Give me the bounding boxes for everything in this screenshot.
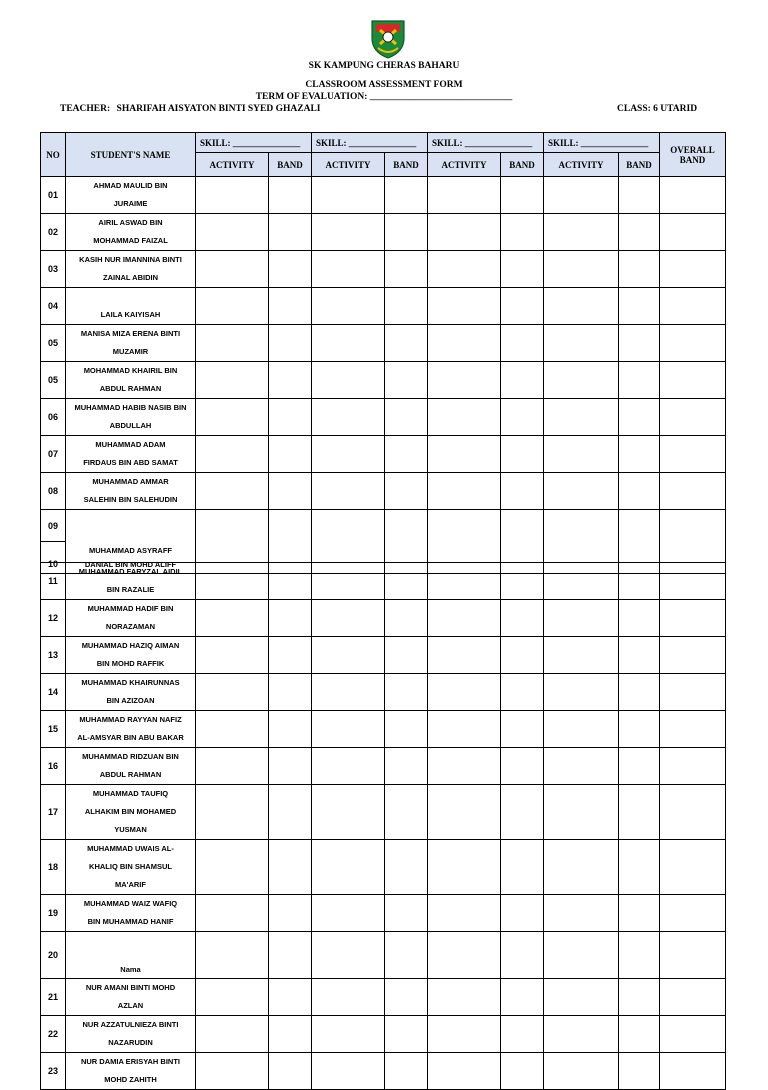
- student-number: 23: [41, 1053, 66, 1090]
- table-row: [41, 711, 726, 748]
- student-name: MUHAMMAD HAZIQ AIMAN BIN MOHD RAFFIK: [66, 637, 196, 674]
- school-crest-icon: [368, 18, 408, 60]
- band-cell[interactable]: [385, 473, 428, 510]
- activity-cell[interactable]: [196, 711, 269, 748]
- activity-cell[interactable]: [196, 748, 269, 785]
- band-cell[interactable]: [619, 473, 660, 510]
- band-cell[interactable]: [269, 1053, 312, 1090]
- teacher-name: SHARIFAH AISYATON BINTI SYED GHAZALI: [116, 104, 321, 114]
- band-cell[interactable]: [501, 563, 544, 600]
- activity-cell[interactable]: [312, 362, 385, 399]
- band-cell[interactable]: [385, 1053, 428, 1090]
- table-row: [41, 637, 726, 674]
- table-row: [41, 1016, 726, 1053]
- band-cell[interactable]: [269, 214, 312, 251]
- activity-cell[interactable]: [312, 748, 385, 785]
- band-cell[interactable]: [385, 251, 428, 288]
- band-cell[interactable]: [385, 325, 428, 362]
- teacher-label: TEACHER:: [60, 104, 111, 114]
- table-row: [41, 674, 726, 711]
- band-cell[interactable]: [269, 748, 312, 785]
- table-row: [41, 510, 726, 542]
- band-cell[interactable]: [501, 895, 544, 932]
- activity-cell[interactable]: [544, 895, 619, 932]
- student-number: 10: [41, 542, 66, 574]
- band-cell[interactable]: [501, 251, 544, 288]
- skill-header-4: SKILL: _______________: [544, 133, 660, 153]
- student-name: KASIH NUR IMANNINA BINTI ZAINAL ABIDIN: [66, 251, 196, 288]
- band-cell[interactable]: [269, 325, 312, 362]
- table-row: [41, 177, 726, 214]
- band-cell[interactable]: [385, 711, 428, 748]
- activity-cell[interactable]: [196, 979, 269, 1016]
- table-row: [41, 563, 726, 600]
- activity-cell[interactable]: [544, 214, 619, 251]
- assessment-table-part2: [40, 562, 726, 1090]
- overall-band-cell[interactable]: [660, 979, 726, 1016]
- activity-cell[interactable]: [544, 362, 619, 399]
- band-cell[interactable]: [619, 288, 660, 325]
- band-cell[interactable]: [501, 840, 544, 895]
- band-cell[interactable]: [385, 748, 428, 785]
- activity-cell[interactable]: [428, 325, 501, 362]
- activity-cell[interactable]: [544, 932, 619, 979]
- band-cell[interactable]: [385, 979, 428, 1016]
- table-row: [41, 748, 726, 785]
- band-cell[interactable]: [385, 932, 428, 979]
- activity-cell[interactable]: [428, 979, 501, 1016]
- activity-cell[interactable]: [428, 1016, 501, 1053]
- band-cell[interactable]: [385, 563, 428, 600]
- overall-band-cell[interactable]: [660, 840, 726, 895]
- activity-cell[interactable]: [544, 251, 619, 288]
- band-cell[interactable]: [385, 785, 428, 840]
- activity-cell[interactable]: [312, 637, 385, 674]
- activity-cell[interactable]: [312, 1016, 385, 1053]
- activity-cell[interactable]: [428, 563, 501, 600]
- overall-band-cell[interactable]: [660, 1053, 726, 1090]
- overall-band-cell[interactable]: [660, 637, 726, 674]
- activity-cell[interactable]: [544, 711, 619, 748]
- overall-band-cell[interactable]: [660, 399, 726, 436]
- student-number: 01: [41, 177, 66, 214]
- band-cell[interactable]: [269, 979, 312, 1016]
- band-header: BAND: [269, 153, 312, 177]
- skill-header-2: SKILL: _______________: [312, 133, 428, 153]
- activity-cell[interactable]: [544, 1016, 619, 1053]
- band-cell[interactable]: [501, 1016, 544, 1053]
- band-cell[interactable]: [269, 674, 312, 711]
- activity-cell[interactable]: [312, 399, 385, 436]
- band-cell[interactable]: [619, 325, 660, 362]
- student-number: 15: [41, 711, 66, 748]
- student-number: 21: [41, 979, 66, 1016]
- band-cell[interactable]: [385, 399, 428, 436]
- band-cell[interactable]: [501, 711, 544, 748]
- student-number: 08: [41, 473, 66, 510]
- band-cell[interactable]: [385, 1016, 428, 1053]
- student-number: 02: [41, 214, 66, 251]
- band-cell[interactable]: [501, 473, 544, 510]
- student-name: MOHAMMAD KHAIRIL BIN ABDUL RAHMAN: [66, 362, 196, 399]
- activity-cell[interactable]: [196, 1016, 269, 1053]
- band-cell[interactable]: [385, 637, 428, 674]
- assessment-table-part1: [40, 132, 726, 574]
- band-cell[interactable]: [501, 1053, 544, 1090]
- activity-cell[interactable]: [544, 840, 619, 895]
- band-cell[interactable]: [619, 785, 660, 840]
- activity-cell[interactable]: [544, 563, 619, 600]
- activity-cell[interactable]: [428, 177, 501, 214]
- band-cell[interactable]: [269, 473, 312, 510]
- overall-band-cell[interactable]: [660, 473, 726, 510]
- band-cell[interactable]: [385, 177, 428, 214]
- student-name: NUR DAMIA ERISYAH BINTI MOHD ZAHITH: [66, 1053, 196, 1090]
- activity-cell[interactable]: [312, 979, 385, 1016]
- activity-cell[interactable]: [312, 932, 385, 979]
- overall-band-cell[interactable]: [660, 711, 726, 748]
- band-cell[interactable]: [501, 637, 544, 674]
- activity-cell[interactable]: [544, 473, 619, 510]
- activity-cell[interactable]: [196, 840, 269, 895]
- band-cell[interactable]: [619, 251, 660, 288]
- band-cell[interactable]: [501, 362, 544, 399]
- table-row: [41, 1053, 726, 1090]
- skill-header-3: SKILL: _______________: [428, 133, 544, 153]
- activity-cell[interactable]: [312, 674, 385, 711]
- table-row: [41, 600, 726, 637]
- student-number: 05: [41, 362, 66, 399]
- class-label: CLASS: 6 UTARID: [617, 104, 698, 114]
- activity-cell[interactable]: [428, 895, 501, 932]
- overall-band-cell[interactable]: [660, 251, 726, 288]
- student-number: 14: [41, 674, 66, 711]
- activity-cell[interactable]: [428, 600, 501, 637]
- band-cell[interactable]: [385, 840, 428, 895]
- activity-cell[interactable]: [428, 674, 501, 711]
- band-cell[interactable]: [501, 600, 544, 637]
- activity-cell[interactable]: [428, 399, 501, 436]
- overall-band-header: OVERALL BAND: [660, 133, 726, 177]
- activity-cell[interactable]: [428, 362, 501, 399]
- band-cell[interactable]: [269, 399, 312, 436]
- band-cell[interactable]: [501, 214, 544, 251]
- activity-cell[interactable]: [544, 1053, 619, 1090]
- activity-cell[interactable]: [196, 399, 269, 436]
- activity-cell[interactable]: [428, 251, 501, 288]
- band-header: BAND: [385, 153, 428, 177]
- activity-cell[interactable]: [312, 711, 385, 748]
- band-cell[interactable]: [269, 785, 312, 840]
- teacher-line: [60, 104, 324, 114]
- band-cell[interactable]: [619, 362, 660, 399]
- student-name: MANISA MIZA ERENA BINTI MUZAMIR: [66, 325, 196, 362]
- activity-cell[interactable]: [312, 895, 385, 932]
- student-number: 13: [41, 637, 66, 674]
- activity-cell[interactable]: [312, 288, 385, 325]
- activity-cell[interactable]: [544, 399, 619, 436]
- band-cell[interactable]: [269, 288, 312, 325]
- band-cell[interactable]: [501, 748, 544, 785]
- table-row: [41, 785, 726, 840]
- overall-band-cell[interactable]: [660, 748, 726, 785]
- overall-band-cell[interactable]: [660, 895, 726, 932]
- student-number: 06: [41, 399, 66, 436]
- activity-cell[interactable]: [196, 288, 269, 325]
- col-no-header: NO: [41, 133, 66, 177]
- band-header: BAND: [619, 153, 660, 177]
- activity-cell[interactable]: [312, 325, 385, 362]
- student-name: MUHAMMAD HADIF BIN NORAZAMAN: [66, 600, 196, 637]
- overall-band-cell[interactable]: [660, 362, 726, 399]
- band-cell[interactable]: [501, 932, 544, 979]
- overall-band-cell[interactable]: [660, 1016, 726, 1053]
- activity-cell[interactable]: [544, 325, 619, 362]
- student-number: 20: [41, 932, 66, 979]
- band-cell[interactable]: [501, 288, 544, 325]
- activity-cell[interactable]: [196, 473, 269, 510]
- band-cell[interactable]: [501, 177, 544, 214]
- band-cell[interactable]: [269, 600, 312, 637]
- student-name: MUHAMMAD UWAIS AL- KHALIQ BIN SHAMSUL MA'ARIF: [66, 840, 196, 895]
- student-number: 07: [41, 436, 66, 473]
- band-cell[interactable]: [619, 563, 660, 600]
- activity-cell[interactable]: [544, 288, 619, 325]
- table-row: [41, 288, 726, 325]
- activity-cell[interactable]: [312, 600, 385, 637]
- band-cell[interactable]: [619, 840, 660, 895]
- activity-cell[interactable]: [196, 674, 269, 711]
- band-cell[interactable]: [619, 637, 660, 674]
- band-cell[interactable]: [501, 436, 544, 473]
- activity-cell[interactable]: [312, 436, 385, 473]
- band-cell[interactable]: [501, 399, 544, 436]
- activity-cell[interactable]: [196, 1053, 269, 1090]
- student-number: 19: [41, 895, 66, 932]
- student-name: MUHAMMAD ADAM FIRDAUS BIN ABD SAMAT: [66, 436, 196, 473]
- band-cell[interactable]: [269, 177, 312, 214]
- student-name: MUHAMMAD TAUFIQ ALHAKIM BIN MOHAMED YUSMAN: [66, 785, 196, 840]
- activity-cell[interactable]: [196, 177, 269, 214]
- band-cell[interactable]: [269, 895, 312, 932]
- activity-cell[interactable]: [428, 932, 501, 979]
- band-cell[interactable]: [269, 251, 312, 288]
- band-cell[interactable]: [269, 840, 312, 895]
- activity-cell[interactable]: [312, 177, 385, 214]
- overall-band-cell[interactable]: [660, 288, 726, 325]
- student-number: 16: [41, 748, 66, 785]
- student-name: NUR AMANI BINTI MOHD AZLAN: [66, 979, 196, 1016]
- activity-cell[interactable]: [196, 214, 269, 251]
- activity-cell[interactable]: [312, 214, 385, 251]
- band-cell[interactable]: [619, 979, 660, 1016]
- student-name: NUR AZZATULNIEZA BINTI NAZARUDIN: [66, 1016, 196, 1053]
- student-number: 17: [41, 785, 66, 840]
- band-cell[interactable]: [269, 436, 312, 473]
- student-name: Nama: [66, 932, 196, 979]
- band-cell[interactable]: [385, 362, 428, 399]
- student-number: 03: [41, 251, 66, 288]
- activity-cell[interactable]: [428, 288, 501, 325]
- activity-cell[interactable]: [312, 563, 385, 600]
- band-cell[interactable]: [619, 436, 660, 473]
- overall-band-cell[interactable]: [660, 674, 726, 711]
- table-row: [41, 325, 726, 362]
- activity-cell[interactable]: [428, 1053, 501, 1090]
- activity-cell[interactable]: [428, 748, 501, 785]
- activity-cell[interactable]: [196, 325, 269, 362]
- student-number: 04: [41, 288, 66, 325]
- activity-cell[interactable]: [312, 785, 385, 840]
- activity-cell[interactable]: [544, 600, 619, 637]
- form-title: CLASSROOM ASSESSMENT FORM: [305, 80, 463, 90]
- student-name: AHMAD MAULID BIN JURAIME: [66, 177, 196, 214]
- activity-cell[interactable]: [544, 979, 619, 1016]
- band-cell[interactable]: [385, 288, 428, 325]
- table-row: [41, 840, 726, 895]
- band-cell[interactable]: [619, 674, 660, 711]
- activity-cell[interactable]: [196, 563, 269, 600]
- activity-cell[interactable]: [196, 251, 269, 288]
- table-row: [41, 932, 726, 979]
- activity-cell[interactable]: [312, 251, 385, 288]
- overall-band-cell[interactable]: [660, 785, 726, 840]
- activity-cell[interactable]: [544, 748, 619, 785]
- activity-cell[interactable]: [196, 637, 269, 674]
- band-cell[interactable]: [619, 600, 660, 637]
- student-name: MUHAMMAD RAYYAN NAFIZ AL-AMSYAR BIN ABU BAKAR: [66, 711, 196, 748]
- activity-cell[interactable]: [428, 840, 501, 895]
- activity-cell[interactable]: [428, 711, 501, 748]
- student-name: MUHAMMAD ASYRAFF DANIAL BIN MOHD ALIFF: [66, 510, 196, 574]
- activity-header: ACTIVITY: [196, 153, 269, 177]
- band-cell[interactable]: [269, 637, 312, 674]
- table-row: [41, 436, 726, 473]
- activity-header: ACTIVITY: [544, 153, 619, 177]
- activity-cell[interactable]: [428, 785, 501, 840]
- band-cell[interactable]: [501, 979, 544, 1016]
- band-cell[interactable]: [501, 325, 544, 362]
- band-cell[interactable]: [385, 214, 428, 251]
- band-cell[interactable]: [385, 436, 428, 473]
- table-row: [41, 979, 726, 1016]
- band-cell[interactable]: [619, 1016, 660, 1053]
- band-cell[interactable]: [269, 1016, 312, 1053]
- student-number: 18: [41, 840, 66, 895]
- band-cell[interactable]: [619, 711, 660, 748]
- activity-cell[interactable]: [196, 932, 269, 979]
- student-name: MUHAMMAD HABIB NASIB BIN ABDULLAH: [66, 399, 196, 436]
- band-cell[interactable]: [269, 362, 312, 399]
- band-cell[interactable]: [269, 932, 312, 979]
- band-cell[interactable]: [385, 600, 428, 637]
- overall-band-cell[interactable]: [660, 436, 726, 473]
- overall-band-cell[interactable]: [660, 563, 726, 600]
- student-number: 11: [41, 563, 66, 600]
- band-cell[interactable]: [501, 674, 544, 711]
- table-row: [41, 214, 726, 251]
- band-cell[interactable]: [501, 785, 544, 840]
- band-cell[interactable]: [385, 674, 428, 711]
- band-cell[interactable]: [619, 177, 660, 214]
- student-name: MUHAMMAD KHAIRUNNAS BIN AZIZOAN: [66, 674, 196, 711]
- overall-band-cell[interactable]: [660, 600, 726, 637]
- activity-cell[interactable]: [312, 1053, 385, 1090]
- student-name: LAILA KAIYISAH: [66, 288, 196, 325]
- band-cell[interactable]: [619, 748, 660, 785]
- skill-header-1: SKILL: _______________: [196, 133, 312, 153]
- band-header: BAND: [501, 153, 544, 177]
- student-name: MUHAMMAD AMMAR SALEHIN BIN SALEHUDIN: [66, 473, 196, 510]
- activity-header: ACTIVITY: [312, 153, 385, 177]
- student-name: MUHAMMAD RIDZUAN BIN ABDUL RAHMAN: [66, 748, 196, 785]
- overall-band-cell[interactable]: [660, 932, 726, 979]
- band-cell[interactable]: [269, 563, 312, 600]
- overall-band-cell[interactable]: [660, 177, 726, 214]
- school-name: SK KAMPUNG CHERAS BAHARU: [308, 61, 460, 71]
- activity-header: ACTIVITY: [428, 153, 501, 177]
- term-of-evaluation: TERM OF EVALUATION: ______________________________: [255, 92, 513, 102]
- table-row: [41, 895, 726, 932]
- student-name: MUHAMMAD WAIZ WAFIQ BIN MUHAMMAD HANIF: [66, 895, 196, 932]
- band-cell[interactable]: [619, 895, 660, 932]
- activity-cell[interactable]: [196, 600, 269, 637]
- student-name: AIRIL ASWAD BIN MOHAMMAD FAIZAL: [66, 214, 196, 251]
- activity-cell[interactable]: [428, 637, 501, 674]
- table-row: [41, 399, 726, 436]
- activity-cell[interactable]: [428, 436, 501, 473]
- band-cell[interactable]: [619, 399, 660, 436]
- overall-band-cell[interactable]: [660, 325, 726, 362]
- activity-cell[interactable]: [544, 674, 619, 711]
- activity-cell[interactable]: [428, 473, 501, 510]
- overall-band-cell[interactable]: [660, 214, 726, 251]
- activity-cell[interactable]: [544, 436, 619, 473]
- band-cell[interactable]: [619, 1053, 660, 1090]
- activity-cell[interactable]: [196, 895, 269, 932]
- student-number: 12: [41, 600, 66, 637]
- activity-cell[interactable]: [544, 785, 619, 840]
- col-name-header: STUDENT'S NAME: [66, 133, 196, 177]
- activity-cell[interactable]: [428, 214, 501, 251]
- activity-cell[interactable]: [312, 473, 385, 510]
- table-row: [41, 473, 726, 510]
- band-cell[interactable]: [385, 895, 428, 932]
- band-cell[interactable]: [269, 711, 312, 748]
- band-cell[interactable]: [619, 932, 660, 979]
- table-row: [41, 251, 726, 288]
- student-number: 22: [41, 1016, 66, 1053]
- activity-cell[interactable]: [312, 840, 385, 895]
- student-number: 09: [41, 510, 66, 542]
- activity-cell[interactable]: [196, 436, 269, 473]
- band-cell[interactable]: [619, 214, 660, 251]
- student-name: MUHAMMAD FARYZAL AIDIL BIN RAZALIE: [66, 563, 196, 600]
- activity-cell[interactable]: [196, 785, 269, 840]
- activity-cell[interactable]: [196, 362, 269, 399]
- activity-cell[interactable]: [544, 637, 619, 674]
- student-number: 05: [41, 325, 66, 362]
- activity-cell[interactable]: [544, 177, 619, 214]
- table-row: [41, 362, 726, 399]
